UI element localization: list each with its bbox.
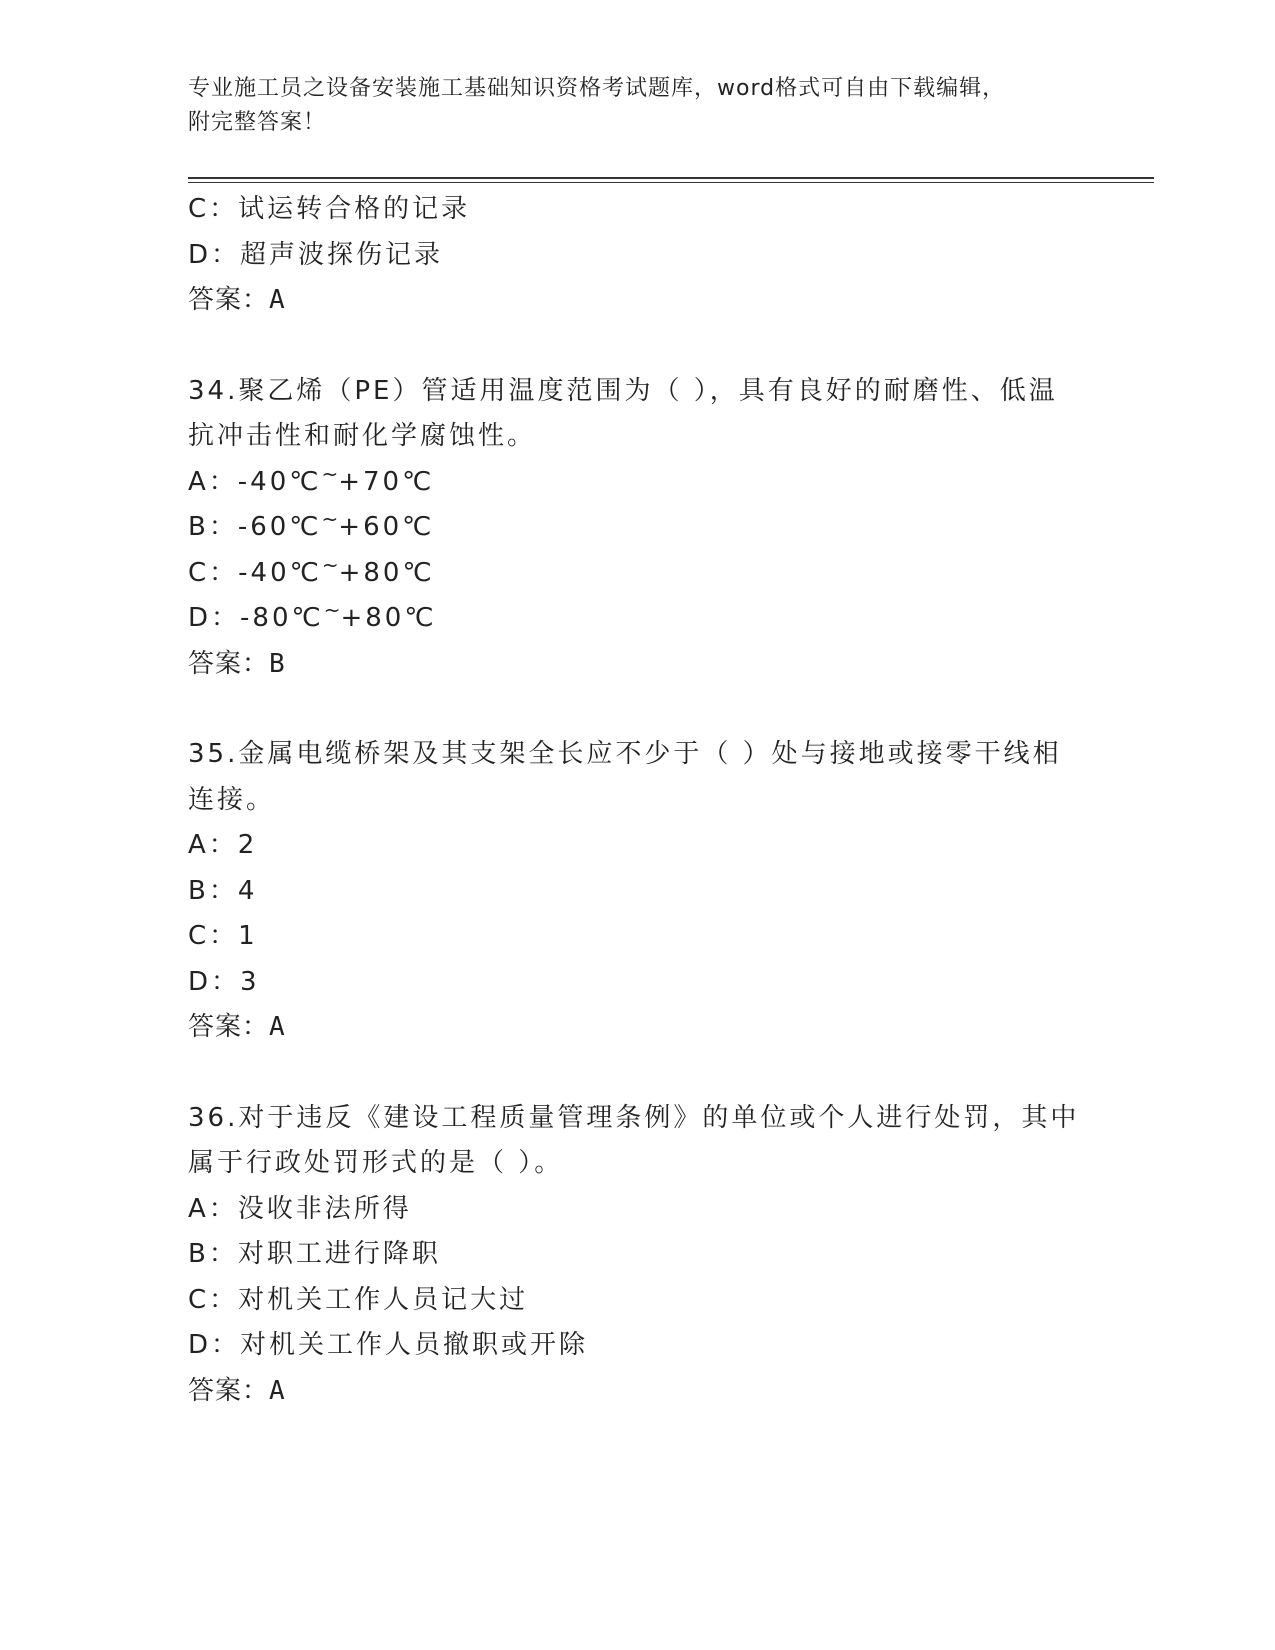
question-stem-line: 35.金属电缆桥架及其支架全长应不少于（ ）处与接地或接零干线相	[188, 739, 1062, 769]
question-33-tail	[188, 187, 1088, 324]
header-divider-thick	[188, 177, 1154, 179]
tilde-mark: ~	[321, 461, 339, 486]
spacer	[188, 324, 1088, 369]
question-stem-line: 抗冲击性和耐化学腐蚀性。	[188, 421, 537, 451]
spacer	[188, 1051, 1088, 1096]
option-c: C：对机关工作人员记大过	[188, 1284, 529, 1315]
option-d: D：3	[188, 966, 260, 997]
option-c: C：试运转合格的记录	[188, 194, 471, 224]
tilde-mark: ~	[323, 598, 341, 622]
option-text: D：-80℃	[188, 603, 324, 633]
answer-line: 答案：A	[188, 1375, 286, 1406]
question-34	[188, 369, 1088, 688]
tilde-mark: ~	[321, 552, 339, 577]
option-a	[188, 460, 1088, 506]
option-text: A：-40℃	[188, 466, 322, 497]
option-a: A：2	[188, 830, 258, 860]
option-b: B：对职工进行降职	[188, 1239, 441, 1269]
header-divider-thin	[188, 182, 1154, 183]
page-header	[188, 72, 1088, 140]
spacer	[188, 687, 1088, 732]
question-stem-line: 属于行政处罚形式的是（ ）。	[188, 1148, 564, 1178]
option-text: C：-40℃	[188, 557, 322, 588]
question-stem-line: 36.对于违反《建设工程质量管理条例》的单位或个人进行处罚，其中	[188, 1102, 1080, 1133]
option-text: +60℃	[338, 512, 435, 542]
option-a: A：没收非法所得	[188, 1193, 412, 1224]
option-text: +70℃	[338, 466, 435, 497]
option-c: C：1	[188, 921, 258, 951]
question-35	[188, 732, 1088, 1051]
option-text: +80℃	[340, 603, 437, 633]
answer-line: 答案：A	[188, 1012, 286, 1042]
option-d: D：超声波探伤记录	[188, 239, 444, 270]
option-d: D：对机关工作人员撤职或开除	[188, 1330, 589, 1360]
header-line-1: 专业施工员之设备安装施工基础知识资格考试题库，word格式可自由下载编辑，	[188, 76, 1006, 101]
answer-line: 答案：B	[188, 648, 286, 679]
tilde-mark: ~	[321, 507, 339, 531]
option-c	[188, 551, 1088, 597]
header-line-2: 附完整答案！	[188, 110, 327, 135]
option-text: B：-60℃	[188, 512, 322, 542]
question-stem-line: 连接。	[188, 784, 276, 815]
option-text: +80℃	[338, 557, 435, 588]
option-b	[188, 505, 1088, 551]
question-stem-line: 34.聚乙烯（PE）管适用温度范围为（ ），具有良好的耐磨性、低温	[188, 375, 1058, 406]
answer-line: 答案：A	[188, 285, 286, 315]
option-b: B：4	[188, 875, 258, 906]
question-list	[188, 187, 1088, 1414]
option-d	[188, 596, 1088, 642]
question-36	[188, 1096, 1088, 1415]
